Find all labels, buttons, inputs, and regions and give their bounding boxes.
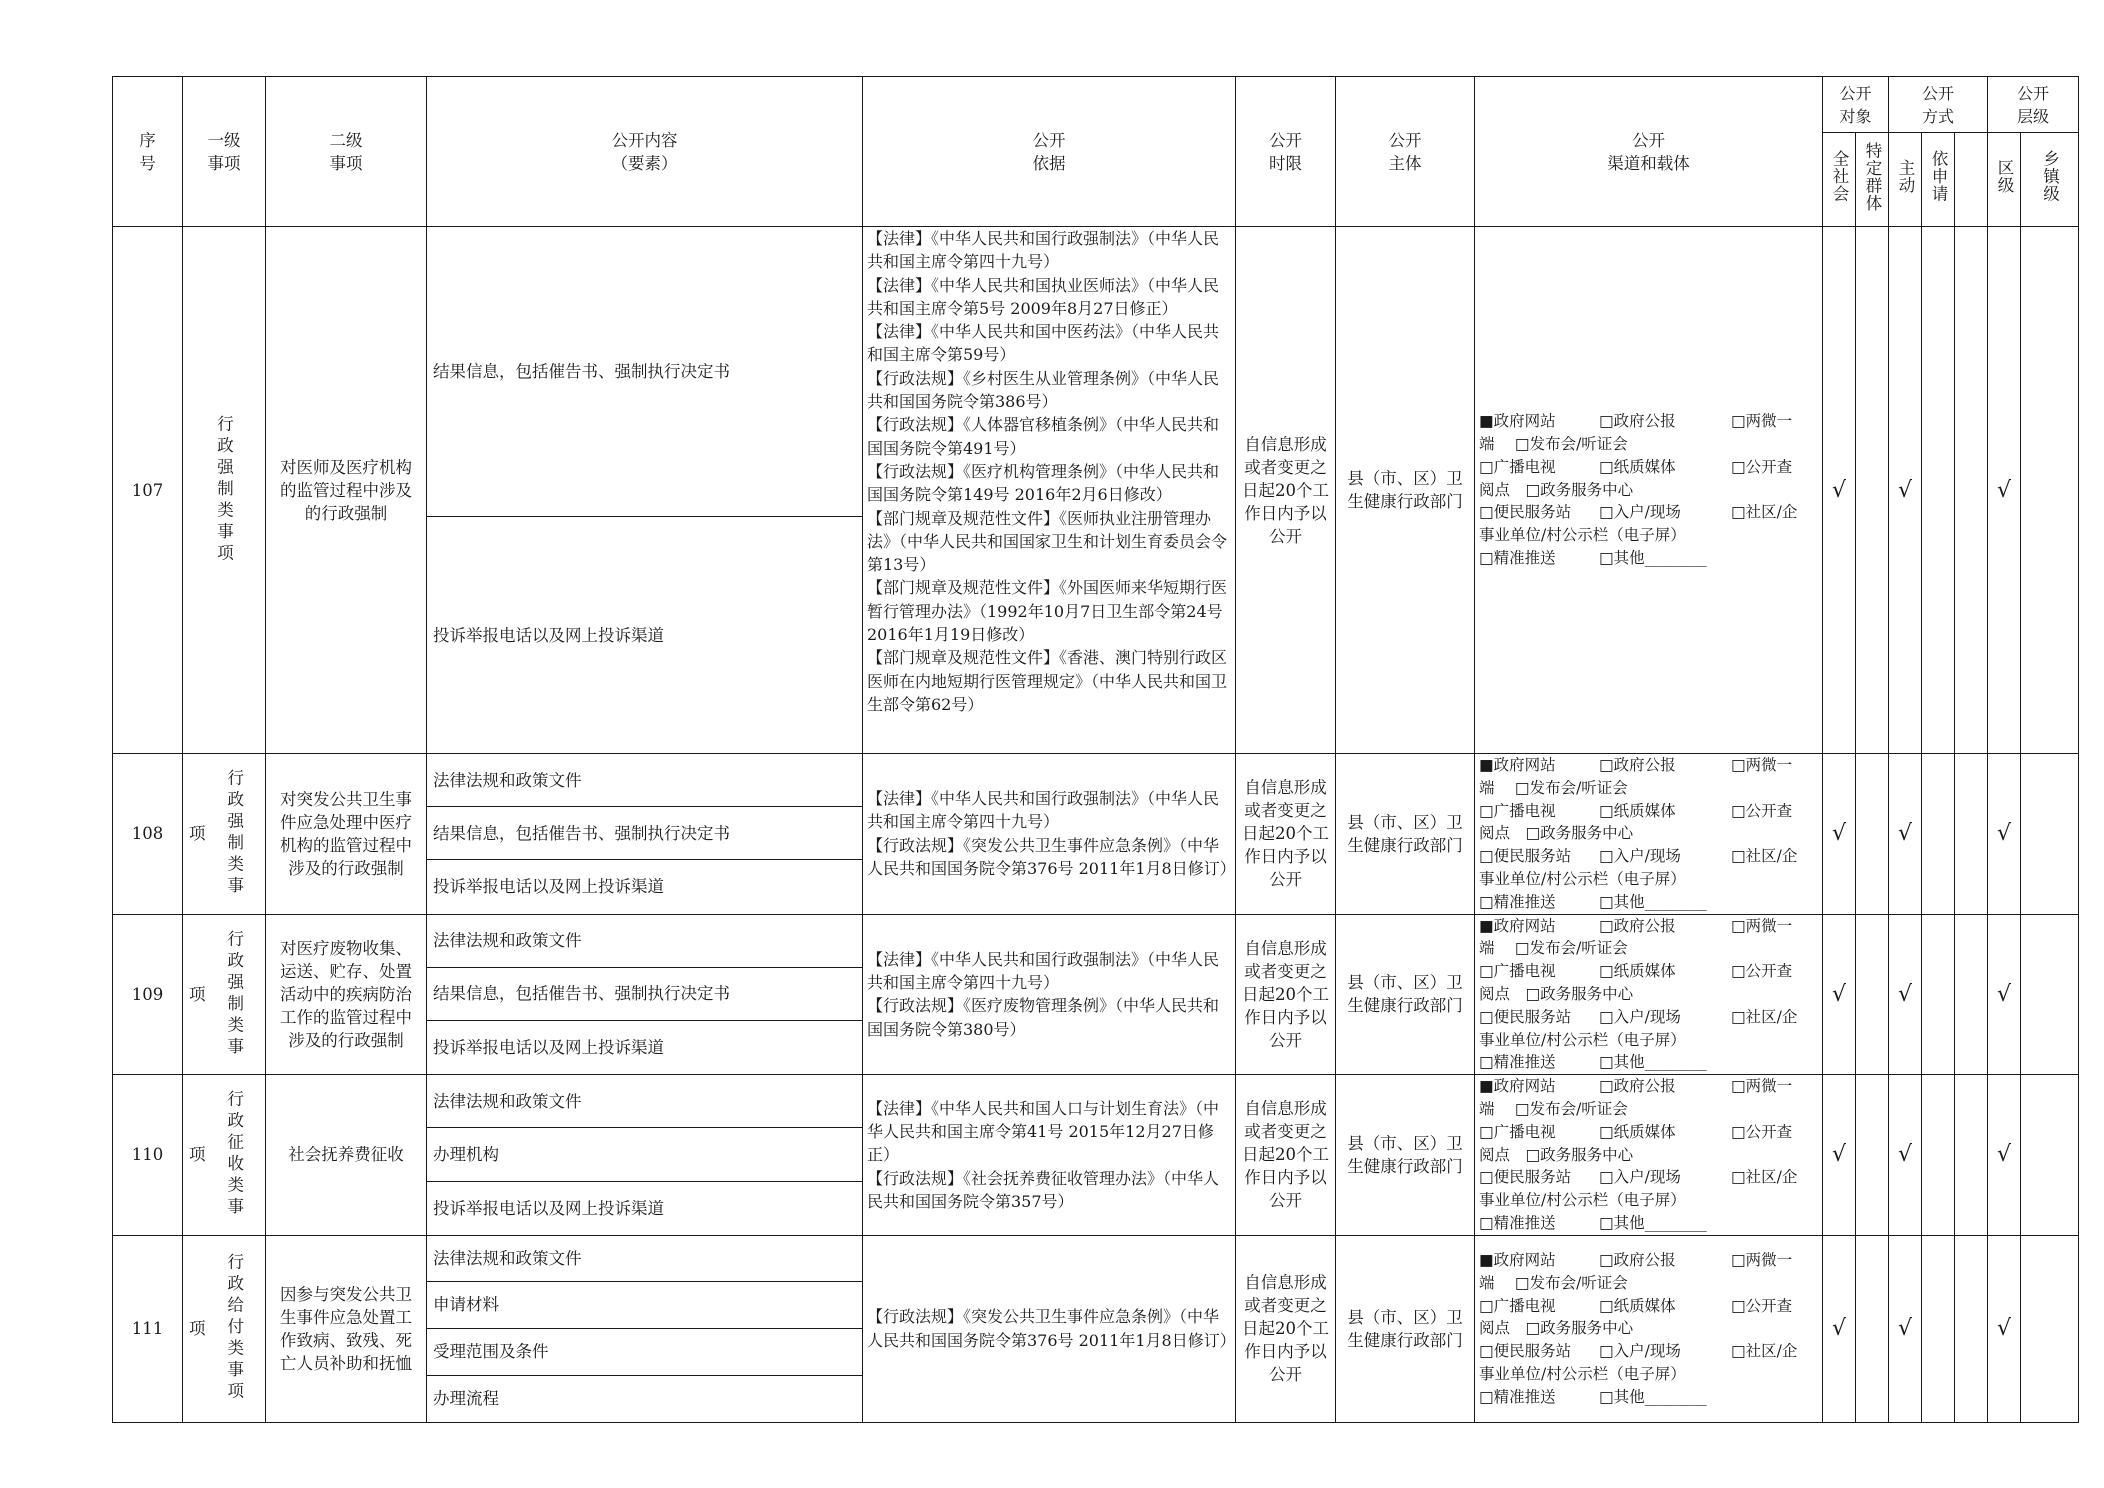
level1-label: 行政强制类事 [224,769,244,899]
channel-line [1479,845,1818,868]
channel-option: □广播电视 [1479,1296,1556,1315]
level2-item: 因参与突发公共卫生事件应急处置工作致病、致残、死亡人员补助和抚恤 [266,1235,427,1422]
channel-option: ■政府网站 [1479,1250,1556,1269]
row-number: 109 [113,914,183,1075]
level1-label: 行政征收类事 [224,1090,244,1220]
channel-options [1475,1235,1823,1422]
channel-option: □社区/企 [1731,1342,1798,1361]
channel-line [1479,960,1818,983]
channel-line [1479,1051,1818,1074]
spacer-cell [1955,1075,1988,1236]
check-level-district: √ [1988,754,2021,915]
level1-item [183,914,266,1075]
channel-option: □社区/企 [1731,503,1798,522]
channel-line [1479,456,1818,479]
basis-entry: 【行政法规】《突发公共卫生事件应急条例》（中华人民共和国国务院令第376号 2011年1月8日修订） [867,1307,1236,1350]
channel-option: 阅点 □政务服务中心 [1479,1319,1634,1338]
check-method-request [1922,1235,1955,1422]
channel-option: □便民服务站 [1479,1342,1572,1361]
basis-entry: 【法律】《中华人民共和国执业医师法》（中华人民共和国主席令第5号 2009年8月27日修正） [867,275,1220,318]
channel-line [1479,868,1818,891]
channel-option: □精准推送 [1479,892,1556,911]
channel-option: □广播电视 [1479,1122,1556,1141]
channel-line [1479,915,1818,938]
channel-line [1479,1272,1818,1295]
channel-option: □纸质媒体 [1599,1296,1676,1315]
check-level-town [2021,754,2079,915]
basis-entry: 【行政法规】《医疗废物管理条例》（中华人民共和国国务院令第380号） [867,996,1220,1039]
deadline-text: 自信息形成或者变更之日起20个工作日内予以公开 [1236,754,1336,915]
basis-entry: 【法律】《中华人民共和国行政强制法》（中华人民共和国主席令第四十九号） [867,789,1220,832]
disclosure-table [112,76,2079,1423]
check-method-active: √ [1889,1075,1922,1236]
channel-option: 阅点 □政务服务中心 [1479,480,1634,499]
channel-line [1479,1212,1818,1235]
deadline-text: 自信息形成或者变更之日起20个工作日内予以公开 [1236,914,1336,1075]
channel-option: 阅点 □政务服务中心 [1479,824,1634,843]
row-number: 108 [113,754,183,915]
basis-entry: 【部门规章及规范性文件】《香港、澳门特别行政区医师在内地短期行医管理规定》（中华人民共和国卫生部令第62号） [867,648,1228,714]
channel-option: □精准推送 [1479,1213,1556,1232]
check-method-active: √ [1889,227,1922,754]
channel-option: □精准推送 [1479,548,1556,567]
check-target-all: √ [1823,754,1856,915]
check-level-district: √ [1988,1235,2021,1422]
channel-line [1479,1144,1818,1167]
level2-item: 社会抚养费征收 [266,1075,427,1236]
content-element: 法律法规和政策文件 [427,1075,863,1128]
table-row [113,914,2079,967]
channel-option: □社区/企 [1731,1007,1798,1026]
channel-option: □社区/企 [1731,847,1798,866]
spacer-cell [1955,227,1988,754]
channel-line [1479,891,1818,914]
level1-label: 行政强制类事 [224,929,244,1059]
channel-option: □两微一 [1731,916,1793,935]
channel-line [1479,479,1818,502]
channel-line [1479,433,1818,456]
check-target-group [1856,754,1889,915]
channel-option: □便民服务站 [1479,503,1572,522]
channel-option: 事业单位/村公示栏（电子屏） [1479,1191,1686,1210]
channel-line [1479,1363,1818,1386]
channel-option: □广播电视 [1479,962,1556,981]
check-level-town [2021,227,2079,754]
level1-item [183,754,266,915]
check-level-district: √ [1988,1075,2021,1236]
header-method-request: 依申请 [1922,133,1955,227]
content-element: 办理机构 [427,1128,863,1181]
table-header [113,77,2079,227]
channel-line [1479,1029,1818,1052]
header-basis: 公开 依据 [863,77,1236,227]
check-level-town [2021,1235,2079,1422]
level1-suffix: 项 [189,1145,206,1165]
channel-option: □入户/现场 [1599,503,1681,522]
row-number: 111 [113,1235,183,1422]
basis-entry: 【行政法规】《人体器官移植条例》（中华人民共和国国务院令第491号） [867,415,1220,458]
channel-option: □精准推送 [1479,1053,1556,1072]
channel-line [1479,1121,1818,1144]
basis-entry: 【法律】《中华人民共和国行政强制法》（中华人民共和国主席令第四十九号） [867,949,1220,993]
content-element: 结果信息，包括催告书、强制执行决定书 [427,967,863,1020]
table-row [113,754,2079,807]
check-level-town [2021,914,2079,1075]
basis-text [863,1075,1236,1236]
channel-option: □政府公报 [1599,916,1676,935]
header-level-district: 区级 [1988,133,2021,227]
content-element: 申请材料 [427,1281,863,1328]
channel-option: □纸质媒体 [1599,457,1676,476]
basis-entry: 【行政法规】《突发公共卫生事件应急条例》（中华人民共和国国务院令第376号 2011年1月8日修订） [867,835,1236,879]
channel-option: □两微一 [1731,1250,1793,1269]
channel-option: □入户/现场 [1599,847,1681,866]
channel-option: 阅点 □政务服务中心 [1479,1145,1634,1164]
table-body [113,227,2079,1423]
basis-text [863,227,1236,754]
channel-option: ■政府网站 [1479,412,1556,431]
deadline-text: 自信息形成或者变更之日起20个工作日内予以公开 [1236,227,1336,754]
check-method-request [1922,1075,1955,1236]
spacer-cell [1955,754,1988,915]
level1-item [183,227,266,754]
basis-entry: 【行政法规】《乡村医生从业管理条例》（中华人民共和国国务院令第386号） [867,368,1220,412]
check-level-district: √ [1988,914,2021,1075]
header-spacer [1955,133,1988,227]
channel-line [1479,1295,1818,1318]
channel-option: □社区/企 [1731,1168,1798,1187]
basis-entry: 【行政法规】《医疗机构管理条例》（中华人民共和国国务院令第149号 2016年2月6日修改） [867,461,1220,505]
channel-line [1479,547,1818,570]
channel-option: □广播电视 [1479,457,1556,476]
channel-option: □公开查 [1731,962,1793,981]
channel-line [1479,1340,1818,1363]
channel-option: □公开查 [1731,1296,1793,1315]
deadline-text: 自信息形成或者变更之日起20个工作日内予以公开 [1236,1235,1336,1422]
channel-line [1479,501,1818,524]
channel-option: □政府公报 [1599,412,1676,431]
channel-option: □广播电视 [1479,801,1556,820]
channel-line [1479,1098,1818,1121]
check-target-all: √ [1823,1235,1856,1422]
content-element: 投诉举报电话以及网上投诉渠道 [427,1020,863,1074]
channel-option: □纸质媒体 [1599,801,1676,820]
channel-option: □公开查 [1731,801,1793,820]
channel-option: □其他________ [1599,1053,1707,1072]
content-element: 办理流程 [427,1375,863,1422]
basis-entry: 【法律】《中华人民共和国人口与计划生育法》（中华人民共和国主席令第41号 2015年12月27日修正） [867,1098,1220,1165]
channel-option: □公开查 [1731,1122,1793,1141]
channel-option: □便民服务站 [1479,1168,1572,1187]
content-element: 受理范围及条件 [427,1328,863,1375]
row-number: 107 [113,227,183,754]
channel-option: 事业单位/村公示栏（电子屏） [1479,869,1686,888]
channel-line [1479,410,1818,433]
check-method-request [1922,227,1955,754]
subject-text: 县（市、区）卫生健康行政部门 [1336,754,1475,915]
channel-option: □精准推送 [1479,1387,1556,1406]
channel-option: 端 □发布会/听证会 [1479,778,1628,797]
spacer-cell [1955,1235,1988,1422]
level2-item: 对医疗废物收集、运送、贮存、处置活动中的疾病防治工作的监管过程中涉及的行政强制 [266,914,427,1075]
channel-option: □入户/现场 [1599,1007,1681,1026]
level1-label: 行政给付类事项 [224,1253,244,1404]
content-element: 结果信息，包括催告书、强制执行决定书 [427,227,863,517]
header-level1: 一级 事项 [183,77,266,227]
channel-options [1475,227,1823,754]
channel-option: ■政府网站 [1479,756,1556,774]
check-target-all: √ [1823,914,1856,1075]
table-row [113,1075,2079,1128]
channel-line [1479,800,1818,823]
header-content: 公开内容 （要素） [427,77,863,227]
check-method-active: √ [1889,1235,1922,1422]
channel-line [1479,983,1818,1006]
spacer-cell [1955,914,1988,1075]
channel-options [1475,754,1823,915]
channel-option: □政府公报 [1599,1250,1676,1269]
check-target-group [1856,227,1889,754]
header-seq: 序 号 [113,77,183,227]
header-channel: 公开 渠道和载体 [1475,77,1823,227]
channel-line [1479,1075,1818,1098]
channel-option: □公开查 [1731,457,1793,476]
channel-line [1479,754,1818,777]
channel-option: 阅点 □政务服务中心 [1479,984,1634,1003]
channel-line [1479,1189,1818,1212]
channel-line [1479,822,1818,845]
channel-option: 事业单位/村公示栏（电子屏） [1479,1030,1686,1049]
channel-option: □政府公报 [1599,756,1676,774]
channel-option: □纸质媒体 [1599,1122,1676,1141]
channel-option: □便民服务站 [1479,1007,1572,1026]
header-level2: 二级 事项 [266,77,427,227]
basis-text [863,754,1236,915]
check-method-request [1922,914,1955,1075]
level2-item: 对医师及医疗机构的监管过程中涉及的行政强制 [266,227,427,754]
basis-entry: 【部门规章及规范性文件】《外国医师来华短期行医暂行管理办法》（1992年10月7日卫生部令第24号 2016年1月19日修改） [867,578,1228,645]
channel-line [1479,1386,1818,1409]
check-level-district: √ [1988,227,2021,754]
channel-options [1475,914,1823,1075]
level1-item [183,1235,266,1422]
channel-option: 端 □发布会/听证会 [1479,1099,1628,1118]
content-element: 投诉举报电话以及网上投诉渠道 [427,1181,863,1235]
level1-suffix: 项 [189,824,206,844]
content-element: 结果信息，包括催告书、强制执行决定书 [427,807,863,860]
channel-option: 事业单位/村公示栏（电子屏） [1479,526,1686,545]
channel-line [1479,1166,1818,1189]
check-method-request [1922,754,1955,915]
channel-option: □两微一 [1731,756,1793,774]
basis-text [863,914,1236,1075]
table-row [113,227,2079,517]
check-target-group [1856,914,1889,1075]
check-target-group [1856,1235,1889,1422]
channel-line [1479,777,1818,800]
content-element: 法律法规和政策文件 [427,914,863,967]
channel-option: ■政府网站 [1479,1077,1556,1096]
channel-option: 事业单位/村公示栏（电子屏） [1479,1364,1686,1383]
basis-text [863,1235,1236,1422]
content-element: 投诉举报电话以及网上投诉渠道 [427,860,863,914]
subject-text: 县（市、区）卫生健康行政部门 [1336,1235,1475,1422]
check-method-active: √ [1889,914,1922,1075]
channel-option: □其他________ [1599,548,1707,567]
channel-option: □其他________ [1599,892,1707,911]
level2-item: 对突发公共卫生事件应急处理中医疗机构的监管过程中涉及的行政强制 [266,754,427,915]
channel-option: □其他________ [1599,1387,1707,1406]
channel-option: ■政府网站 [1479,916,1556,935]
channel-line [1479,937,1818,960]
channel-line [1479,524,1818,547]
header-deadline: 公开 时限 [1236,77,1336,227]
channel-option: 端 □发布会/听证会 [1479,1273,1628,1292]
deadline-text: 自信息形成或者变更之日起20个工作日内予以公开 [1236,1075,1336,1236]
channel-line [1479,1006,1818,1029]
channel-option: □便民服务站 [1479,847,1572,866]
channel-option: 端 □发布会/听证会 [1479,939,1628,958]
subject-text: 县（市、区）卫生健康行政部门 [1336,1075,1475,1236]
table-row [113,1235,2079,1281]
check-target-all: √ [1823,227,1856,754]
header-method: 公开 方式 [1889,77,1988,133]
header-level-town: 乡镇级 [2021,133,2079,227]
check-level-town [2021,1075,2079,1236]
basis-entry: 【法律】《中华人民共和国行政强制法》（中华人民共和国主席令第四十九号） [867,229,1220,272]
header-level: 公开 层级 [1988,77,2079,133]
subject-text: 县（市、区）卫生健康行政部门 [1336,914,1475,1075]
content-element: 投诉举报电话以及网上投诉渠道 [427,517,863,754]
subject-text: 县（市、区）卫生健康行政部门 [1336,227,1475,754]
channel-option: □其他________ [1599,1213,1707,1232]
basis-entry: 【法律】《中华人民共和国中医药法》（中华人民共和国主席令第59号） [867,322,1220,365]
content-element: 法律法规和政策文件 [427,1235,863,1281]
channel-option: □纸质媒体 [1599,962,1676,981]
channel-option: □两微一 [1731,412,1793,431]
check-target-group [1856,1075,1889,1236]
content-element: 法律法规和政策文件 [427,754,863,807]
disclosure-table-page [112,76,2060,1422]
check-target-all: √ [1823,1075,1856,1236]
channel-option: □入户/现场 [1599,1342,1681,1361]
row-number: 110 [113,1075,183,1236]
level1-item [183,1075,266,1236]
level1-suffix: 项 [189,1319,206,1339]
channel-line [1479,1317,1818,1340]
header-method-active: 主动 [1889,133,1922,227]
header-subject: 公开 主体 [1336,77,1475,227]
channel-option: □政府公报 [1599,1077,1676,1096]
header-target-group: 特定群体 [1856,133,1889,227]
basis-entry: 【部门规章及规范性文件】《医师执业注册管理办法》（中华人民共和国国家卫生和计划生育委员会令第13号） [867,508,1228,575]
basis-entry: 【行政法规】《社会抚养费征收管理办法》（中华人民共和国国务院令第357号） [867,1168,1220,1211]
header-target-all: 全社会 [1823,133,1856,227]
channel-option: □两微一 [1731,1077,1793,1096]
channel-line [1479,1249,1818,1272]
channel-options [1475,1075,1823,1236]
check-method-active: √ [1889,754,1922,915]
header-target: 公开 对象 [1823,77,1889,133]
level1-suffix: 项 [189,984,206,1004]
channel-option: 端 □发布会/听证会 [1479,435,1628,453]
level1-label: 行政强制类事项 [214,414,234,566]
channel-option: □入户/现场 [1599,1168,1681,1187]
